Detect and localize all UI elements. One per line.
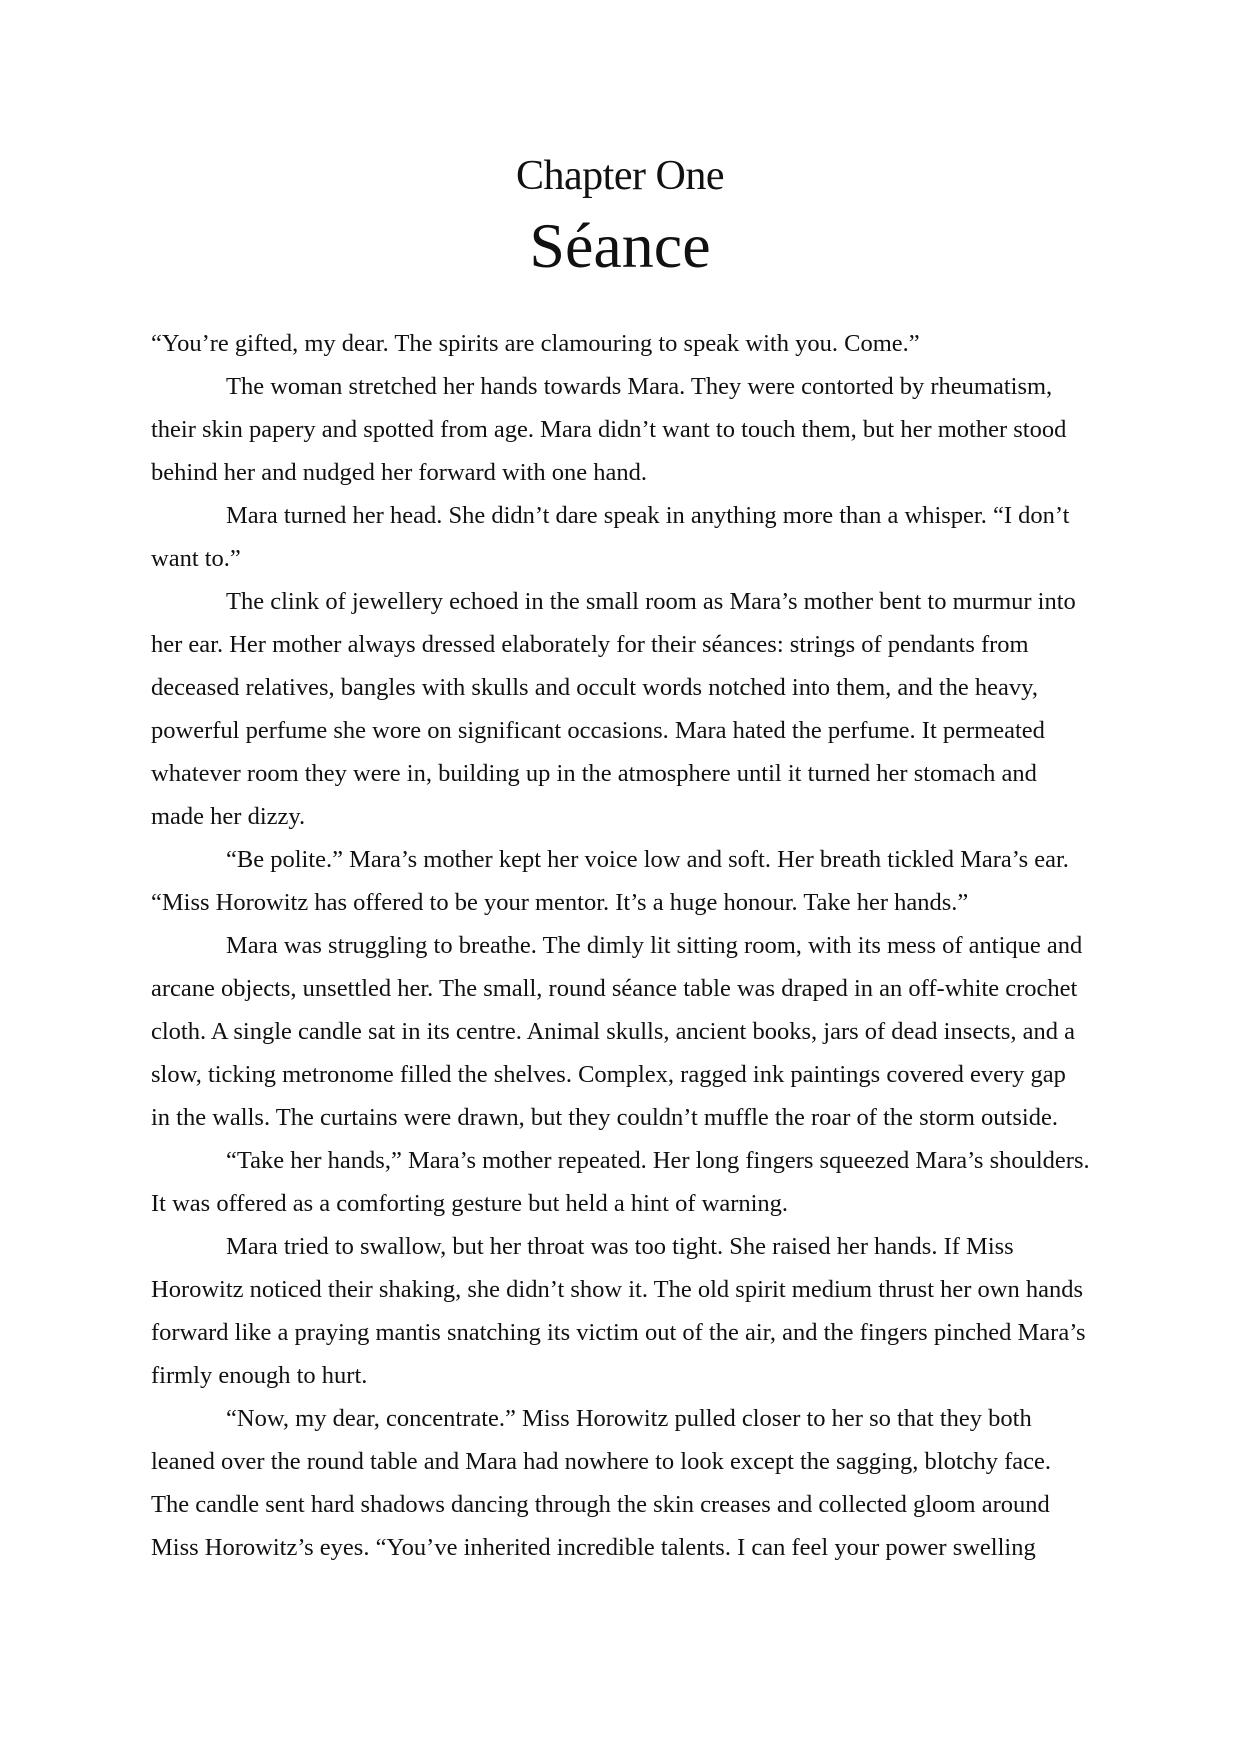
paragraph: “Be polite.” Mara’s mother kept her voice low and soft. Her breath tickled Mara’s ear. “Miss Horowitz has offered to be your mentor. It’s a huge honour. Take her hands.” — [151, 846, 1069, 916]
paragraph: Mara tried to swallow, but her throat was too tight. She raised her hands. If Miss Horowitz noticed their shaking, she didn’t show it. The old spirit medium thrust her own hands forward like a praying mantis snatching its victim out of the air, and the fingers pinched Mara’s firmly enough to hurt. — [151, 1233, 1086, 1389]
paragraph: Mara turned her head. She didn’t dare speak in anything more than a whisper. “I don’t want to.” — [151, 502, 1070, 572]
chapter-title: Séance — [529, 210, 711, 281]
paragraph: “Now, my dear, concentrate.” Miss Horowitz pulled closer to her so that they both leaned over the round table and Mara had nowhere to look except the sagging, blotchy face. The candle sent hard shadows dancing through the skin creases and collected gloom around Miss Horowitz’s eyes. “You’ve inherited incredible talents. I can feel your power swelling — [151, 1405, 1052, 1561]
body-text — [151, 322, 1091, 1569]
paragraph: “You’re gifted, my dear. The spirits are clamouring to speak with you. Come.” — [151, 330, 920, 357]
paragraph: Mara was struggling to breathe. The dimly lit sitting room, with its mess of antique and arcane objects, unsettled her. The small, round séance table was draped in an off-white crochet cloth. A single candle sat in its centre. Animal skulls, ancient books, jars of dead insects, and a slow, ticking metronome filled the shelves. Complex, ragged ink paintings covered every gap in the walls. The curtains were drawn, but they couldn’t muffle the roar of the storm outside. — [151, 932, 1083, 1131]
paragraph: “Take her hands,” Mara’s mother repeated. Her long fingers squeezed Mara’s shoulders. It was offered as a comforting gesture but held a hint of warning. — [151, 1147, 1090, 1217]
paragraph: The woman stretched her hands towards Mara. They were contorted by rheumatism, their skin papery and spotted from age. Mara didn’t want to touch them, but her mother stood behind her and nudged her forward with one hand. — [151, 373, 1067, 486]
chapter-number: Chapter One — [516, 153, 724, 199]
paragraph: The clink of jewellery echoed in the small room as Mara’s mother bent to murmur into her ear. Her mother always dressed elaborately for their séances: strings of pendants from deceased relatives, bangles with skulls and occult words notched into them, and the heavy, powerful perfume she wore on significant occasions. Mara hated the perfume. It permeated whatever room they were in, building up in the atmosphere until it turned her stomach and made her dizzy. — [151, 588, 1076, 830]
